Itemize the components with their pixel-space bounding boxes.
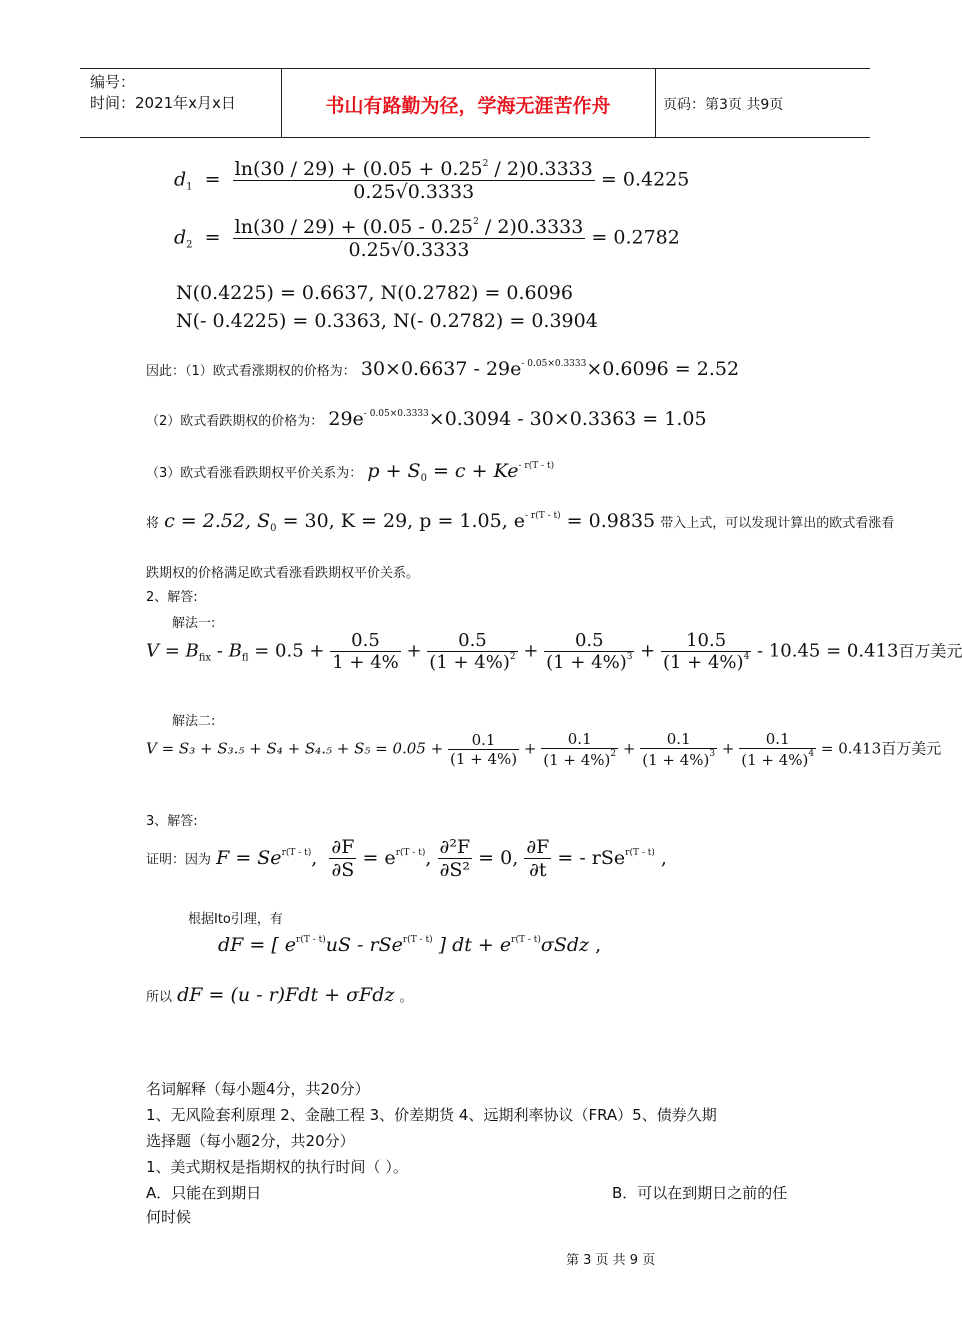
fraction: $\frac{0.1}{(1 + 4\%)^2}$ [543,730,617,769]
question-1-option-b-cont: 何时候 [146,1208,192,1226]
method-two-label: 解法二: [172,714,216,729]
fraction: $\frac{0.5}{1 + 4\%}$ [332,630,399,673]
code-label: 编号： [90,73,136,91]
swap-value-formula-2: V = S₃ + S₃.₅ + S₄ + S₄.₅ + S₅ = 0.05 + $\frac{0.1}{(1 + 4\%)}$ + $\frac{0.1}{(1 + 4\%)^2}$ + $\frac{0.1}{(1 + 4\%)^3}$ + $\frac{0.1}{(1 + 4\%)^4}$ = 0.413百万美元 [146,730,942,769]
ito-formula: dF = [ $e^{r(T - t)}uS - rSe^{r(T - t)}$ ] dt + $e^{r(T - t)}\sigma Sdz$ , [218,934,602,956]
terms-title: 名词解释（每小题4分，共20分） [146,1080,370,1098]
section3-heading: 3、解答: [146,814,198,829]
choice-title: 选择题（每小题2分，共20分） [146,1132,355,1150]
header-divider [655,69,656,137]
motto: 书山有路勤为径，学海无涯苦作舟 [325,95,611,117]
formula-n-values-1: N(0.4225) = 0.6637, N(0.2782) = 0.6096 [176,282,573,304]
formula-n-values-2: N(- 0.4225) = 0.3363, N(- 0.2782) = 0.3904 [176,310,598,332]
page-label: 页码：第3页 共9页 [663,97,784,113]
call-price-line: 因此：（1）欧式看涨期权的价格为： $30\times 0.6637 - 29e^{- 0.05\times 0.3333}\times 0.6096 = 2.52$ [146,358,740,380]
proof-conclusion: 所以 dF = (u - r)Fdt + σFdz 。 [146,984,413,1006]
fraction: $\frac{10.5}{(1 + 4\%)^4}$ [662,630,750,673]
proof-derivatives-line: 证明：因为 $F = Se^{r(T - t)}$, $\frac{\partial F}{\partial S}$ = $e^{r(T - t)}$, $\frac{\text{∂²F}}{\text{∂S²}}$ = 0, $\frac{\partial F}{\partial t}$ = - rSe$^{r(T - t)}$ , [146,836,667,881]
swap-value-formula-1: $V = B_{fix} - B_{fl} = 0.5$ + $\frac{0.5}{1 + 4\%}$ + $\frac{0.5}{(1 + 4\%)^2}$ + $\frac{0.5}{(1 + 4\%)^3}$ + $\frac{10.5}{(1 + 4\%)^4}$ - 10.45 = 0.413百万美元 [146,630,962,673]
question-1-option-b: B．可以在到期日之前的任 [612,1184,788,1202]
fraction: $\frac{0.1}{(1 + 4\%)}$ [449,731,518,768]
ito-intro: 根据Ito引理，有 [188,912,283,927]
put-price-line: （2）欧式看跌期权的价格为： $29e^{- 0.05\times 0.3333}\times 0.3094 - 30\times 0.3363 = 1.05$ [146,408,707,430]
fraction: $\frac{0.5}{(1 + 4\%)^3}$ [546,630,633,673]
time-label: 时间：2021年x月x日 [90,94,236,112]
parity-line: （3）欧式看涨看跌期权平价关系为： $p + S_0 = c + Ke^{- r(T - t)}$ [146,460,555,484]
fraction: $\frac{0.1}{(1 + 4\%)^4}$ [741,730,815,769]
method-one-label: 解法一: [172,616,216,631]
formula-d2: $d_2$ = $\frac{\ln(30 / 29) + (0.05 - 0.25^2 / 2)0.3333}{0.25√0.3333}$ = 0.2782 [174,216,680,261]
substitution-line: 将 c = 2.52, $S_0 = 30$, K = 29, p = 1.05, $e^{- r(T - t)} = 0.9835$ 带入上式，可以发现计算出的欧式看涨看 [146,510,895,534]
fraction: $\frac{0.5}{(1 + 4\%)^2}$ [429,630,516,673]
page-header [80,68,870,138]
parity-conclusion: 跌期权的价格满足欧式看涨看跌期权平价关系。 [146,566,420,581]
fraction: $\frac{0.1}{(1 + 4\%)^3}$ [642,730,716,769]
page-footer: 第 3 页 共 9 页 [566,1253,656,1268]
formula-d1: $d_1$ = $\frac{\ln(30 / 29) + (0.05 + 0.25^2 / 2)0.3333}{0.25√0.3333}$ = 0.4225 [174,158,690,203]
terms-list: 1、无风险套利原理 2、金融工程 3、价差期货 4、远期利率协议（FRA）5、债券久期 [146,1106,717,1124]
header-meta [90,72,236,114]
section2-heading: 2、解答: [146,590,198,605]
question-1: 1、美式期权是指期权的执行时间（ ）。 [146,1158,408,1176]
question-1-option-a: A．只能在到期日 [146,1184,262,1202]
